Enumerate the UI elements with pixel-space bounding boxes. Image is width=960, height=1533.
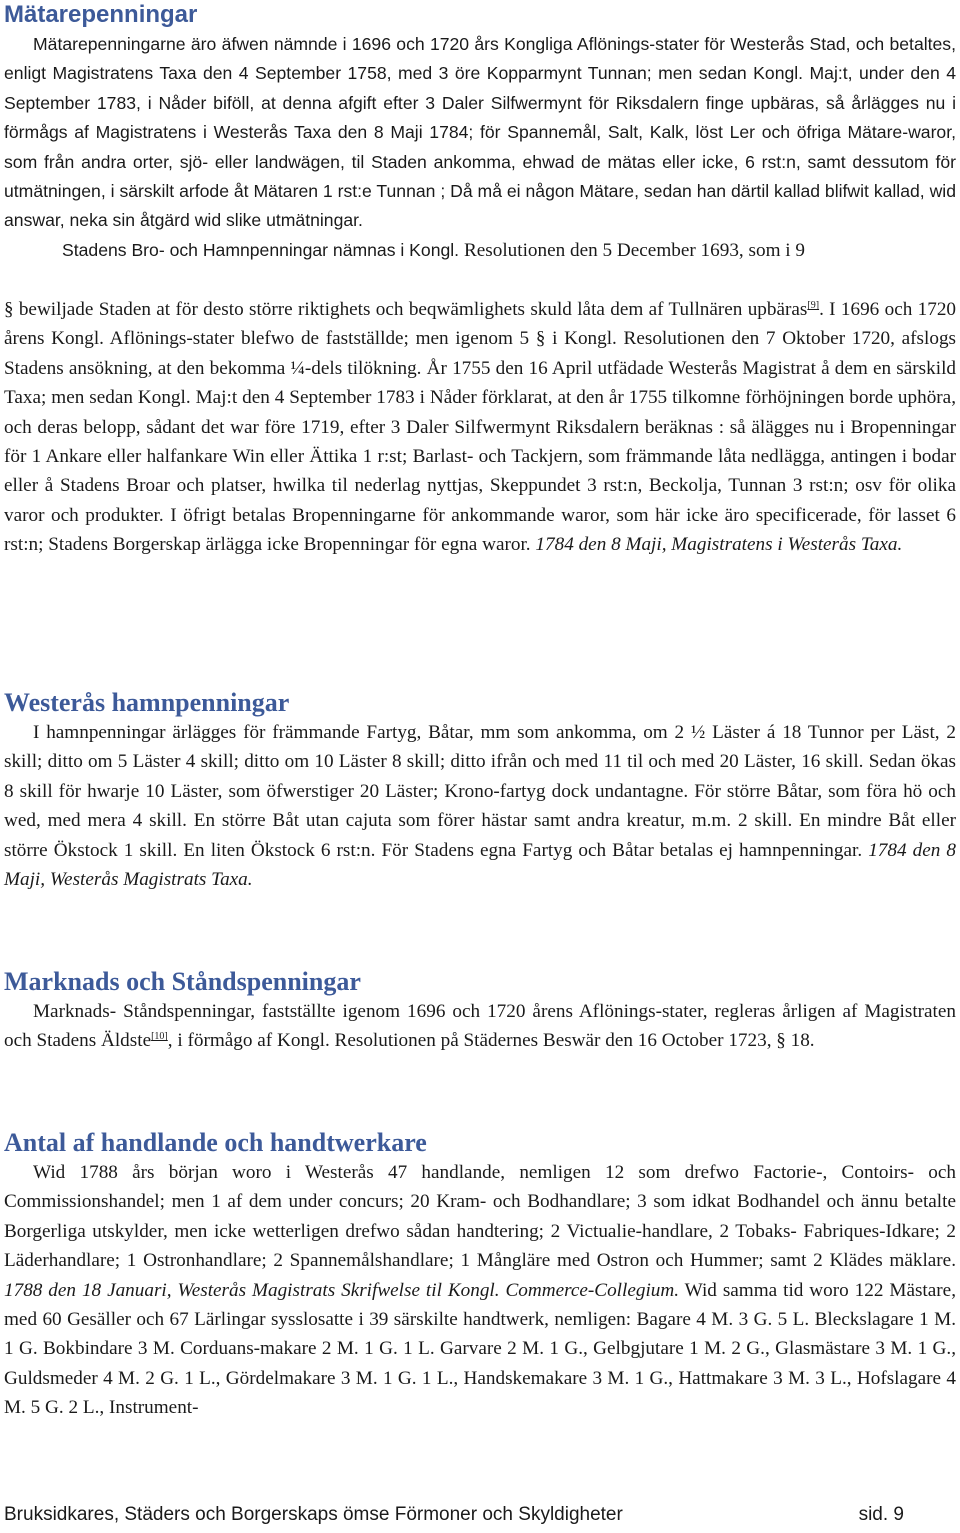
paragraph-text: Wid samma tid woro 122 Mästare, med 60 Gesäller och 67 Lärlingar sysslosatte i 39 särskilte handtwerk, nemligen: Bagare 4 M. 3 G. 5 L. Bleckslagare 1 M. 1 G. Bokbindare 3 M. Corduans-makare 2 M. 1 G. 1 L. Garvare 2 M. 1 G., Gelbgjutare 1 M. 2 G., Glasmästare 3 M. 1 G., Guldsmeder 4 M. 2 G. 1 L., Gördelmakare 3 M. 1 G. 1 L., Handskemakare 3 M. 1 G., Hattmakare 3 M. 3 L., Hofslagare 4 M. 5 G. 2 L., Instrument-: [4, 1279, 956, 1419]
section-antal-handlande: [4, 1128, 956, 1423]
section-sign: §: [776, 1030, 786, 1052]
section-heading: Westerås hamnpenningar: [4, 688, 290, 717]
paragraph-text: 18.: [790, 1030, 815, 1052]
paragraph-text: Marknads- Ståndspenningar, fastställte igenom 1696 och 1720 årens Aflönings-stater, regleras årligen af Magistraten och Stadens Äldste: [4, 1001, 956, 1052]
paragraph-text: Stadens Bro- och Hamnpenningar nämnas i Kongl.: [62, 239, 460, 260]
paragraph-text: , i förmågo af Kongl. Resolutionen på Städernes Beswär den 16 October 1723,: [167, 1030, 772, 1052]
page-footer: [4, 1503, 904, 1527]
page-number: sid. 9: [858, 1504, 904, 1525]
footnote-link[interactable]: [10]: [151, 1031, 168, 1043]
footnote-link[interactable]: [9]: [807, 300, 820, 311]
paragraph-text: Resolutionen den 5 December 1693, som i 9: [463, 239, 806, 261]
citation: 1788 den 18 Januari, Westerås Magistrats Skrifwelse til Kongl. Commerce-Collegium.: [4, 1279, 680, 1301]
citation: 1784 den 8 Maji, Magistratens i Westerås Taxa.: [535, 534, 903, 556]
section-sign: §: [535, 328, 546, 350]
section-heading: Antal af handlande och handtwerkare: [4, 1128, 427, 1157]
section-heading: Mätarepenningar: [4, 1, 198, 28]
citation: 1784 den 8 Maji, Westerås Magistrats Taxa.: [4, 839, 956, 891]
section-paragraph: [4, 997, 956, 1056]
section-sign: §: [4, 299, 14, 320]
section-paragraph: [4, 718, 956, 894]
section-westeras-hamnpenningar: [4, 688, 956, 894]
paragraph-text: bewiljade Staden at för desto större riktighets och beqwämlighets skuld låta dem af Tullnären upbäras: [18, 299, 808, 320]
section-paragraph: [4, 295, 956, 560]
paragraph-text: I hamnpenningar ärlägges för främmande Fartyg, Båtar, mm som ankomma, om 2 ½ Läster á 18 Tunnor per Läst, 2 skill; ditto om 5 Läster 4 skill; ditto om 10 Läster 8 skill; ditto ifrån och med 11 til och med 20 Läster, 16 skill. Sedan ökas 8 skill för hwarje 10 Läster, som öfwerstiger 20 Läster; Krono-fartyg dock undantagne. För större Båtar, som föra hö och wed, med mera 4 skill. En större Båt utan cajuta som förer hästar samt andra kreatur, m.m. 2 skill. En mindre Båt eller större Ökstock 1 skill. En liten Ökstock 6 rst:n. För Stadens egna Fartyg och Båtar betalas ej hamnpenningar.: [4, 722, 956, 861]
section-matarepenningar-continued: [4, 295, 956, 560]
paragraph-text: i Kongl. Resolutionen den 7 Oktober 1720, afslogs Stadens ansökning, at den bekomma ¼-dels tilökning. År 1755 den 16 April utfädade Westerås Magistrat å dem en särskild Taxa; men sedan Kongl. Maj:t den 4 September 1783 i Nåder förklarat, at den år 1755 tilkomne förhöjningen borde uphöra, och deras belopp, sådant det war före 1719, efter 3 Daler Silfwermynt Riksdalern beräknas : så älägges nu i Bropenningar för 1 Ankare eller halfankare Win eller Ättika 1 r:st; Barlast- och Tackjern, som främmande låta nedlägga, antingen i bodar eller å Stadens Broar och platser, hwilka til nederlag nyttjas, Skeppundet 3 rst:n, Beckolja, Tunnan 3 rst:n; osv för olika varor och produkter. I öfrigt betalas Bropenningarne för ankommande waror, som här icke äro specificerade, för lasset 6 rst:n; Stadens Borgerskap ärlägga icke Bropenningar för egna waror.: [4, 328, 957, 556]
section-marknads-och-standspenningar: [4, 967, 956, 1056]
paragraph-text: Mätarepenningarne äro äfwen nämnde i 1696 och 1720 års Kongliga Aflönings-stater för Westerås Stad, och betaltes, enligt Magistratens Taxa den 4 September 1758, med 3 öre Kopparmynt Tunnan; men sedan Kongl. Maj:t, under den 4 September 1783, i Nåder biföll, at denna afgift efter 3 Daler Silfwermynt för Riksdalern finge upbäras, så årlägges nu i förmågs af Magistratens i Westerås Taxa den 8 Maji 1784; för Spannemål, Salt, Kalk, löst Ler och öfriga Mätare-waror, som från andra orter, sjö- eller landwägen, til Staden ankomma, ehwad de mätas eller icke, 6 rst:n, samt dessutom för utmätningen, i särskilt arfode åt Mätaren 1 rst:e Tunnan ; Då må ei någon Mätare, sedan han därtil kallad blifwit kallad, wid answar, neka sin åtgärd wid slike utmätningar.: [4, 34, 956, 231]
section-paragraph: [4, 1158, 956, 1423]
paragraph-text: Wid 1788 års början woro i Westerås 47 handlande, nemligen 12 som drefwo Factorie-, Contoirs- och Commissionshandel; men 1 af dem under concurs; 20 Kram- och Bodhandlare; 3 som idkat Bodhandel och ännu betalte Borgerliga utskylder, men icke wetterligen drefwo sådan handtering; 2 Victualie-handlare, 2 Tobaks- Fabriques-Idkare; 2 Läderhandlare; 1 Ostronhandlare; 2 Spannemålshandlare; 1 Mångläre med Ostron och Hummer; samt 2 Klädes mäklare.: [4, 1162, 956, 1272]
section-heading: Marknads och Ståndspenningar: [4, 967, 361, 996]
section-matarepenningar: [4, 0, 956, 265]
paragraph-text: . I 1696 och 1720 årens Kongl. Aflönings-stater blefwo de fastställde; men igenom 5: [4, 299, 957, 350]
section-paragraph: [4, 30, 956, 265]
footer-title: Bruksidkares, Städers och Borgerskaps ömse Förmoner och Skyldigheter: [4, 1504, 623, 1525]
